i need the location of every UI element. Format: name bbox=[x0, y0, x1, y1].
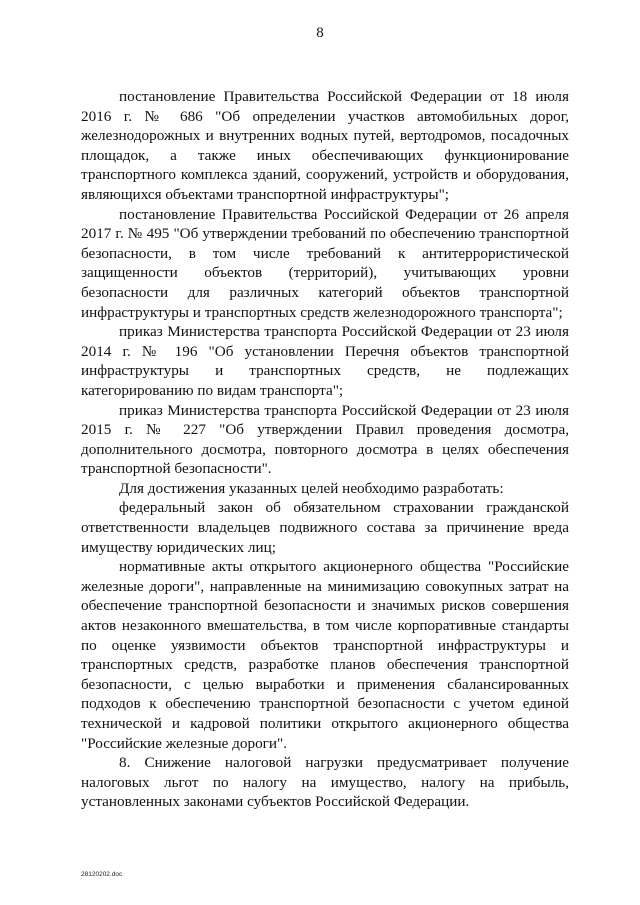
footer-filename: 28120202.doc bbox=[81, 871, 123, 878]
paragraph-order-196: приказ Министерства транспорта Российской Федерации от 23 июля 2014 г. № 196 "Об установлении Перечня объектов транспортной инфраструктуры и транспортных средств, не подлежащих категорированию по видам транспорта"; bbox=[81, 323, 569, 399]
paragraph-order-227: приказ Министерства транспорта Российской Федерации от 23 июля 2015 г. № 227 "Об утверждении Правил проведения досмотра, дополнительного досмотра, повторного досмотра в целях обеспечения транспортной безопасности". bbox=[81, 401, 569, 478]
document-body bbox=[81, 87, 569, 812]
paragraph-decree-495: постановление Правительства Российской Федерации от 26 апреля 2017 г. № 495 "Об утверждении требований по обеспечению транспортной безопасности, в том числе требований к антитеррористической защищенности объектов (территорий), учитывающих уровни безопасности для различных категорий объектов транспортной инфраструктуры и транспортных средств железнодорожного транспорта"; bbox=[81, 205, 569, 321]
paragraph-rzd-normative-acts: нормативные акты открытого акционерного общества "Российские железные дороги", направленные на минимизацию совокупных затрат на обеспечение транспортной безопасности и значимых рисков совершения актов незаконного вмешательства, в том числе корпоративные стандарты по оценке уязвимости объектов транспортной инфраструктуры и транспортных средств, разработке планов обеспечения транспортной безопасности, с целью выработки и применения сбалансированных подходов к обеспечению транспортной безопасности с учетом единой технической и кадровой политики открытого акционерного общества "Российские железные дороги". bbox=[81, 558, 569, 752]
paragraph-decree-686: постановление Правительства Российской Федерации от 18 июля 2016 г. № 686 "Об определении участков автомобильных дорог, железнодорожных и внутренних водных путей, вертодромов, посадочных площадок, а также иных обеспечивающих функционирование транспортного комплекса зданий, сооружений, устройств и оборудования, являющихся объектами транспортной инфраструктуры"; bbox=[81, 88, 569, 203]
paragraph-tax-reduction: 8. Снижение налоговой нагрузки предусматривает получение налоговых льгот по налогу на имущество, налогу на прибыль, установленных законами субъектов Российской Федерации. bbox=[81, 754, 569, 811]
paragraph-federal-law: федеральный закон об обязательном страховании гражданской ответственности владельцев подвижного состава за причинение вреда имуществу юридических лиц; bbox=[81, 499, 569, 556]
paragraph-goals-intro: Для достижения указанных целей необходимо разработать: bbox=[119, 479, 504, 497]
page-number: 8 bbox=[316, 25, 324, 41]
